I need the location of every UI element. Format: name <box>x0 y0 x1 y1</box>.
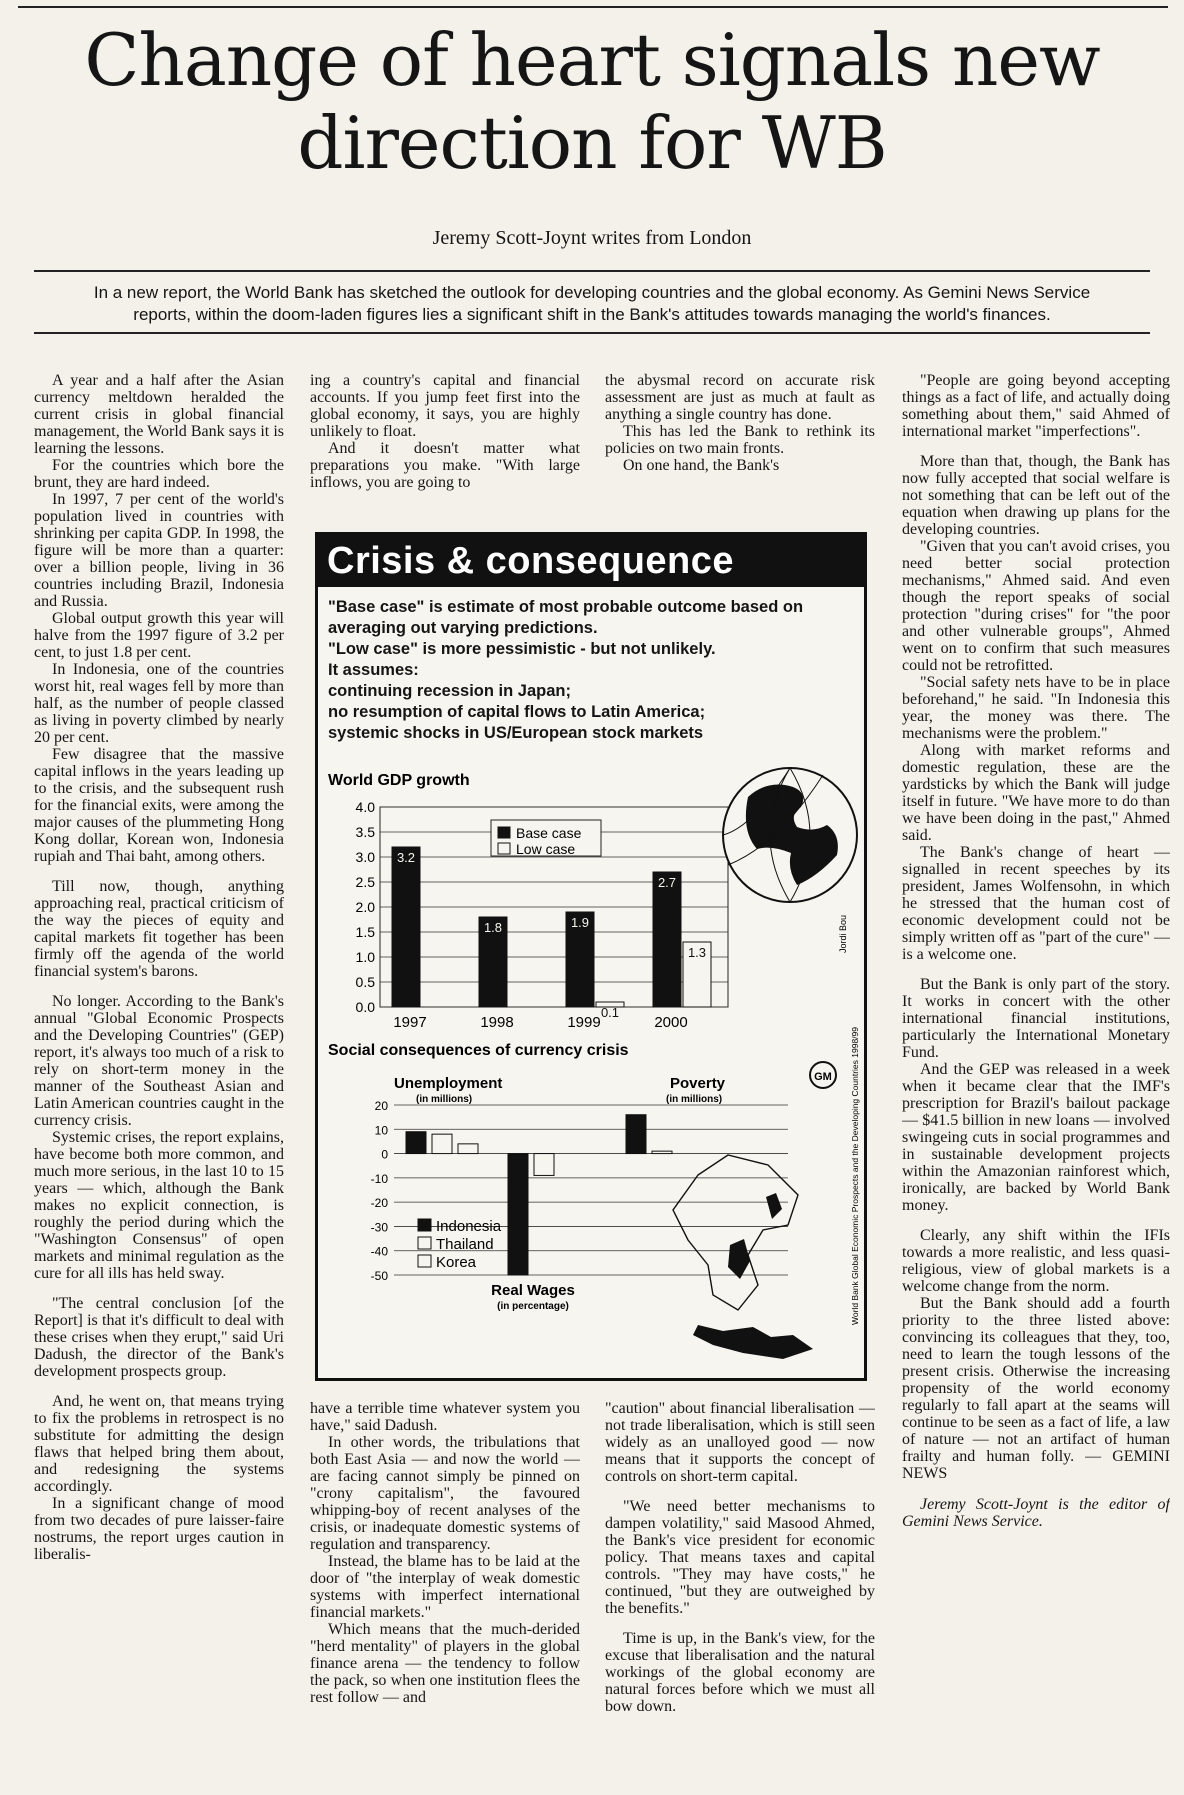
column-2-bottom <box>310 1400 580 1790</box>
indonesia-shape <box>693 1325 813 1359</box>
byline: Jeremy Scott-Joynt writes from London <box>432 227 752 249</box>
group-label-real-wages: Real Wages <box>491 1282 575 1299</box>
gemini-logo-text: GM <box>814 1071 832 1083</box>
gdp-legend-label: Base case <box>516 825 582 841</box>
gdp-y-tick: 0.0 <box>355 999 375 1015</box>
paragraph: For the countries which bore the brunt, they are hard indeed. <box>34 457 284 491</box>
social-y-tick: -20 <box>370 1196 388 1211</box>
gdp-x-tick: 1998 <box>480 1014 514 1031</box>
paragraph: "We need better mechanisms to dampen volatility," said Masood Ahmed, the Bank's vice president for economic policy. That means taxes and capital controls. "They may have costs," he continued, "but they are outweighed by the benefits." <box>605 1498 875 1617</box>
social-legend-label: Indonesia <box>436 1218 502 1235</box>
paragraph: Clearly, any shift within the IFIs towards a more realistic, and less quasi-religious, view of global markets is a welcome change from the norm. <box>902 1227 1170 1295</box>
paragraph: Global output growth this year will halve from the 1997 figure of 3.2 per cent, to just 1.8 per cent. <box>34 610 284 661</box>
gdp-legend-label: Low case <box>516 841 576 857</box>
social-legend-swatch <box>418 1237 431 1249</box>
paragraph: the abysmal record on accurate risk assessment are just as much at fault as anything a single country has done. <box>605 372 875 423</box>
social-y-tick: -40 <box>370 1244 388 1259</box>
paragraph: "Given that you can't avoid crises, you need better social protection mechanisms," Ahmed said. And even though the report speaks of social protection "during crises" for "the poor and other vulnerable groups", Ahmed went on to confirm that such measures could not be retrofitted. <box>902 538 1170 674</box>
paragraph: In Indonesia, one of the countries worst hit, real wages fell by more than half, as the number of people classed as living in poverty climbed by nearly 20 per cent. <box>34 661 284 746</box>
paragraph: Few disagree that the massive capital inflows in the years leading up to the crisis, and the subsequent rush for the financial exits, were among the major causes of the plummeting Hong Kong dollar, Korean won, Indonesia rupiah and Thai baht, among others. <box>34 746 284 865</box>
group-unit-poverty: (in millions) <box>666 1094 723 1105</box>
paragraph: Systemic crises, the report explains, have become both more common, and much more serious, in the last 10 to 15 years — which, although the Bank makes no explicit connection, is roughly the period during which the "Washington Consensus" of open markets and minimal regulation as the cure for all ills has held sway. <box>34 1129 284 1282</box>
headline-line-1: Change of heart signals new <box>84 18 1100 102</box>
gdp-bar-base-case <box>392 847 420 1007</box>
gdp-y-tick: 0.5 <box>355 974 375 990</box>
social-legend-swatch <box>418 1219 431 1231</box>
column-3-bottom <box>605 1400 875 1790</box>
note-base-case: "Base case" is estimate of most probable outcome based on averaging out varying predictions. <box>328 598 804 637</box>
thailand-shape <box>728 1239 750 1279</box>
column-3-top <box>605 372 875 512</box>
paragraph: A year and a half after the Asian currency meltdown heralded the current crisis in global financial management, the World Bank says it is learning the lessons. <box>34 372 284 457</box>
paragraph: "People are going beyond accepting things as a fact of life, and actually doing something about them," said Ahmed of international market "imperfections". <box>902 372 1170 440</box>
social-legend-swatch <box>418 1255 431 1267</box>
paragraph: "caution" about financial liberalisation — not trade liberalisation, which is still seen widely as an unalloyed good — now means that it supports the concept of controls on short-term capital. <box>605 1400 875 1485</box>
paragraph: More than that, though, the Bank has now fully accepted that social welfare is not something that can be left out of the equation when drawing up plans for the developing countries. <box>902 453 1170 538</box>
social-y-tick: -50 <box>370 1269 388 1283</box>
group-label-unemployment: Unemployment <box>394 1075 503 1092</box>
paragraph: Time is up, in the Bank's view, for the excuse that liberalisation and the natural workings of the global economy are natural forces before which we must all bow down. <box>605 1630 875 1715</box>
paragraph: No longer. According to the Bank's annual "Global Economic Prospects and the Developing Countries" (GEP) report, it's always too much of a risk to rely on short-term money in the manner of the Southeast Asian and Latin American countries caught in the currency crisis. <box>34 993 284 1129</box>
paragraph: "Social safety nets have to be in place beforehand," he said. "In Indonesia this year, the money was there. The mechanisms were the problem." <box>902 674 1170 742</box>
infobox-title: Crisis & consequence <box>318 535 864 587</box>
note-shocks: systemic shocks in US/European stock markets <box>328 724 704 742</box>
group-unit-real-wages: (in percentage) <box>497 1301 569 1312</box>
paragraph: And the GEP was released in a week when it became clear that the IMF's prescription for Brazil's bailout package — $41.5 billion in new loans — involved swingeing cuts in social programmes and in sustainable development projects within the Amazonian rainforest which, ironically, are backed by World Bank money. <box>902 1061 1170 1214</box>
gdp-data-label: 1.9 <box>570 915 590 930</box>
paragraph: Instead, the blame has to be laid at the door of "the interplay of weak domestic systems with imperfect international financial markets." <box>310 1553 580 1621</box>
social-legend-label: Korea <box>436 1254 477 1271</box>
paragraph: ing a country's capital and financial accounts. If you jump feet first into the global economy, it says, you are highly unlikely to float. <box>310 372 580 440</box>
note-latin-america: no resumption of capital flows to Latin America; <box>328 703 706 721</box>
social-y-tick: -30 <box>370 1220 388 1235</box>
gdp-x-tick: 1999 <box>567 1014 601 1031</box>
paragraph: Which means that the much-derided "herd mentality" of players in the global finance arena — the tendency to follow the pack, so when one institution flees the rest follow — and <box>310 1621 580 1706</box>
social-bar-thailand <box>534 1154 554 1176</box>
author-signature: Jeremy Scott-Joynt is the editor of Gemini News Service. <box>902 1496 1170 1530</box>
note-japan: continuing recession in Japan; <box>328 682 571 700</box>
gdp-bar-base-case <box>653 872 681 1007</box>
paragraph: Along with market reforms and domestic regulation, these are the yardsticks by which the Bank will judge itself in future. "We have more to do than we have been doing in the past," Ahmed said. <box>902 742 1170 844</box>
gdp-y-tick: 3.5 <box>355 824 375 840</box>
social-chart-title: Social consequences of currency crisis <box>328 1042 629 1059</box>
paragraph: But the Bank is only part of the story. It works in concert with the other international financial institutions, particularly the International Monetary Fund. <box>902 976 1170 1061</box>
social-bar-indonesia <box>508 1154 528 1275</box>
gdp-data-label: 2.7 <box>657 875 677 890</box>
gdp-data-label: 3.2 <box>396 850 416 865</box>
gdp-data-label: 1.3 <box>687 945 707 960</box>
paragraph: The Bank's change of heart — signalled in recent speeches by its president, James Wolfensohn, in which he stressed that the human cost of economic development could not be simply written off as "part of the cure" — is a welcome one. <box>902 844 1170 963</box>
social-legend-label: Thailand <box>436 1236 494 1253</box>
paragraph: In 1997, 7 per cent of the world's population lived in countries with shrinking per capita GDP. In 1998, the figure will be more than a quarter: over a billion people, living in 36 countries including Brazil, Indonesia and Russia. <box>34 491 284 610</box>
gdp-y-tick: 1.0 <box>355 949 375 965</box>
paragraph: Till now, though, anything approaching real, practical criticism of the way the pieces of equity and capital markets fit together has been firmly off the agenda of the world financial system's barons. <box>34 878 284 980</box>
social-bar-thailand <box>652 1151 672 1153</box>
gdp-legend-swatch <box>498 843 510 854</box>
headline-line-2: direction for WB <box>297 101 887 185</box>
paragraph: And, he went on, that means trying to fix the problems in retrospect is no substitute for admitting the design flaws that helped bring them about, and redesigning the systems accordingly. <box>34 1393 284 1495</box>
social-y-tick: -10 <box>370 1171 388 1186</box>
social-bar-indonesia <box>406 1132 426 1154</box>
gdp-data-label: 1.8 <box>483 920 503 935</box>
paragraph: "The central conclusion [of the Report] is that it's difficult to deal with these crises when they erupt," said Uri Dadush, the director of the Bank's development prospects group. <box>34 1295 284 1380</box>
social-bar-indonesia <box>626 1115 646 1154</box>
social-y-tick: 0 <box>381 1147 388 1162</box>
social-y-tick: 20 <box>374 1099 388 1113</box>
column-4 <box>902 372 1170 1788</box>
note-assumes: It assumes: <box>328 661 419 679</box>
gdp-y-tick: 1.5 <box>355 924 375 940</box>
column-2-top <box>310 372 580 512</box>
charts-svg <box>318 535 867 1381</box>
note-low-case: "Low case" is more pessimistic - but not unlikely. <box>328 640 716 658</box>
column-1 <box>34 372 284 1788</box>
gdp-chart-title: World GDP growth <box>328 772 470 789</box>
korea-shape <box>766 1193 782 1219</box>
gdp-y-tick: 2.0 <box>355 899 375 915</box>
social-bar-thailand <box>432 1134 452 1153</box>
paragraph: But the Bank should add a fourth priority to the three listed above: convincing its colleagues that they, too, need to learn the tough lessons of the present crisis. Otherwise the increasing propensity of the world economy regularly to fall apart at the seams will continue to be seen as a fact of life, a law of nature — not an artifact of human frailty and human folly. — GEMINI NEWS <box>902 1295 1170 1482</box>
paragraph: In a significant change of mood from two decades of pure laisser-faire nostrums, the report urges caution in liberalis- <box>34 1495 284 1563</box>
intro-standfirst: In a new report, the World Bank has sketched the outlook for developing countries and the global economy. As Gemini News Service reports, within the doom-laden figures lies a significant shift in the Bank's attitudes towards managing the world's finances. <box>34 270 1150 334</box>
gdp-y-tick: 4.0 <box>355 799 375 815</box>
group-unit-unemployment: (in millions) <box>416 1094 473 1105</box>
gdp-x-tick: 1997 <box>393 1014 427 1031</box>
paragraph: And it doesn't matter what preparations you make. "With large inflows, you are going to <box>310 440 580 491</box>
gdp-y-tick: 2.5 <box>355 874 375 890</box>
paragraph: have a terrible time whatever system you have," said Dadush. <box>310 1400 580 1434</box>
artist-credit: Jordi Bou <box>838 914 848 953</box>
source-credit: World Bank Global Economic Prospects and the Developing Countries 1998/99 <box>850 1027 860 1325</box>
gdp-y-tick: 3.0 <box>355 849 375 865</box>
paragraph: In other words, the tribulations that both East Asia — and now the world — are facing cannot simply be pinned on "crony capitalism", the favoured whipping-boy of recent analyses of the crisis, or inadequate domestic systems of regulation and transparency. <box>310 1434 580 1553</box>
social-bar-korea <box>458 1144 478 1154</box>
social-y-tick: 10 <box>374 1123 388 1138</box>
gdp-legend-swatch <box>498 827 510 838</box>
infobox <box>315 532 867 1381</box>
gdp-data-label: 0.1 <box>600 1005 620 1020</box>
group-label-poverty: Poverty <box>670 1075 726 1092</box>
paragraph: On one hand, the Bank's <box>623 457 780 474</box>
gdp-x-tick: 2000 <box>654 1014 688 1031</box>
paragraph: This has led the Bank to rethink its policies on two main fronts. <box>605 423 875 457</box>
